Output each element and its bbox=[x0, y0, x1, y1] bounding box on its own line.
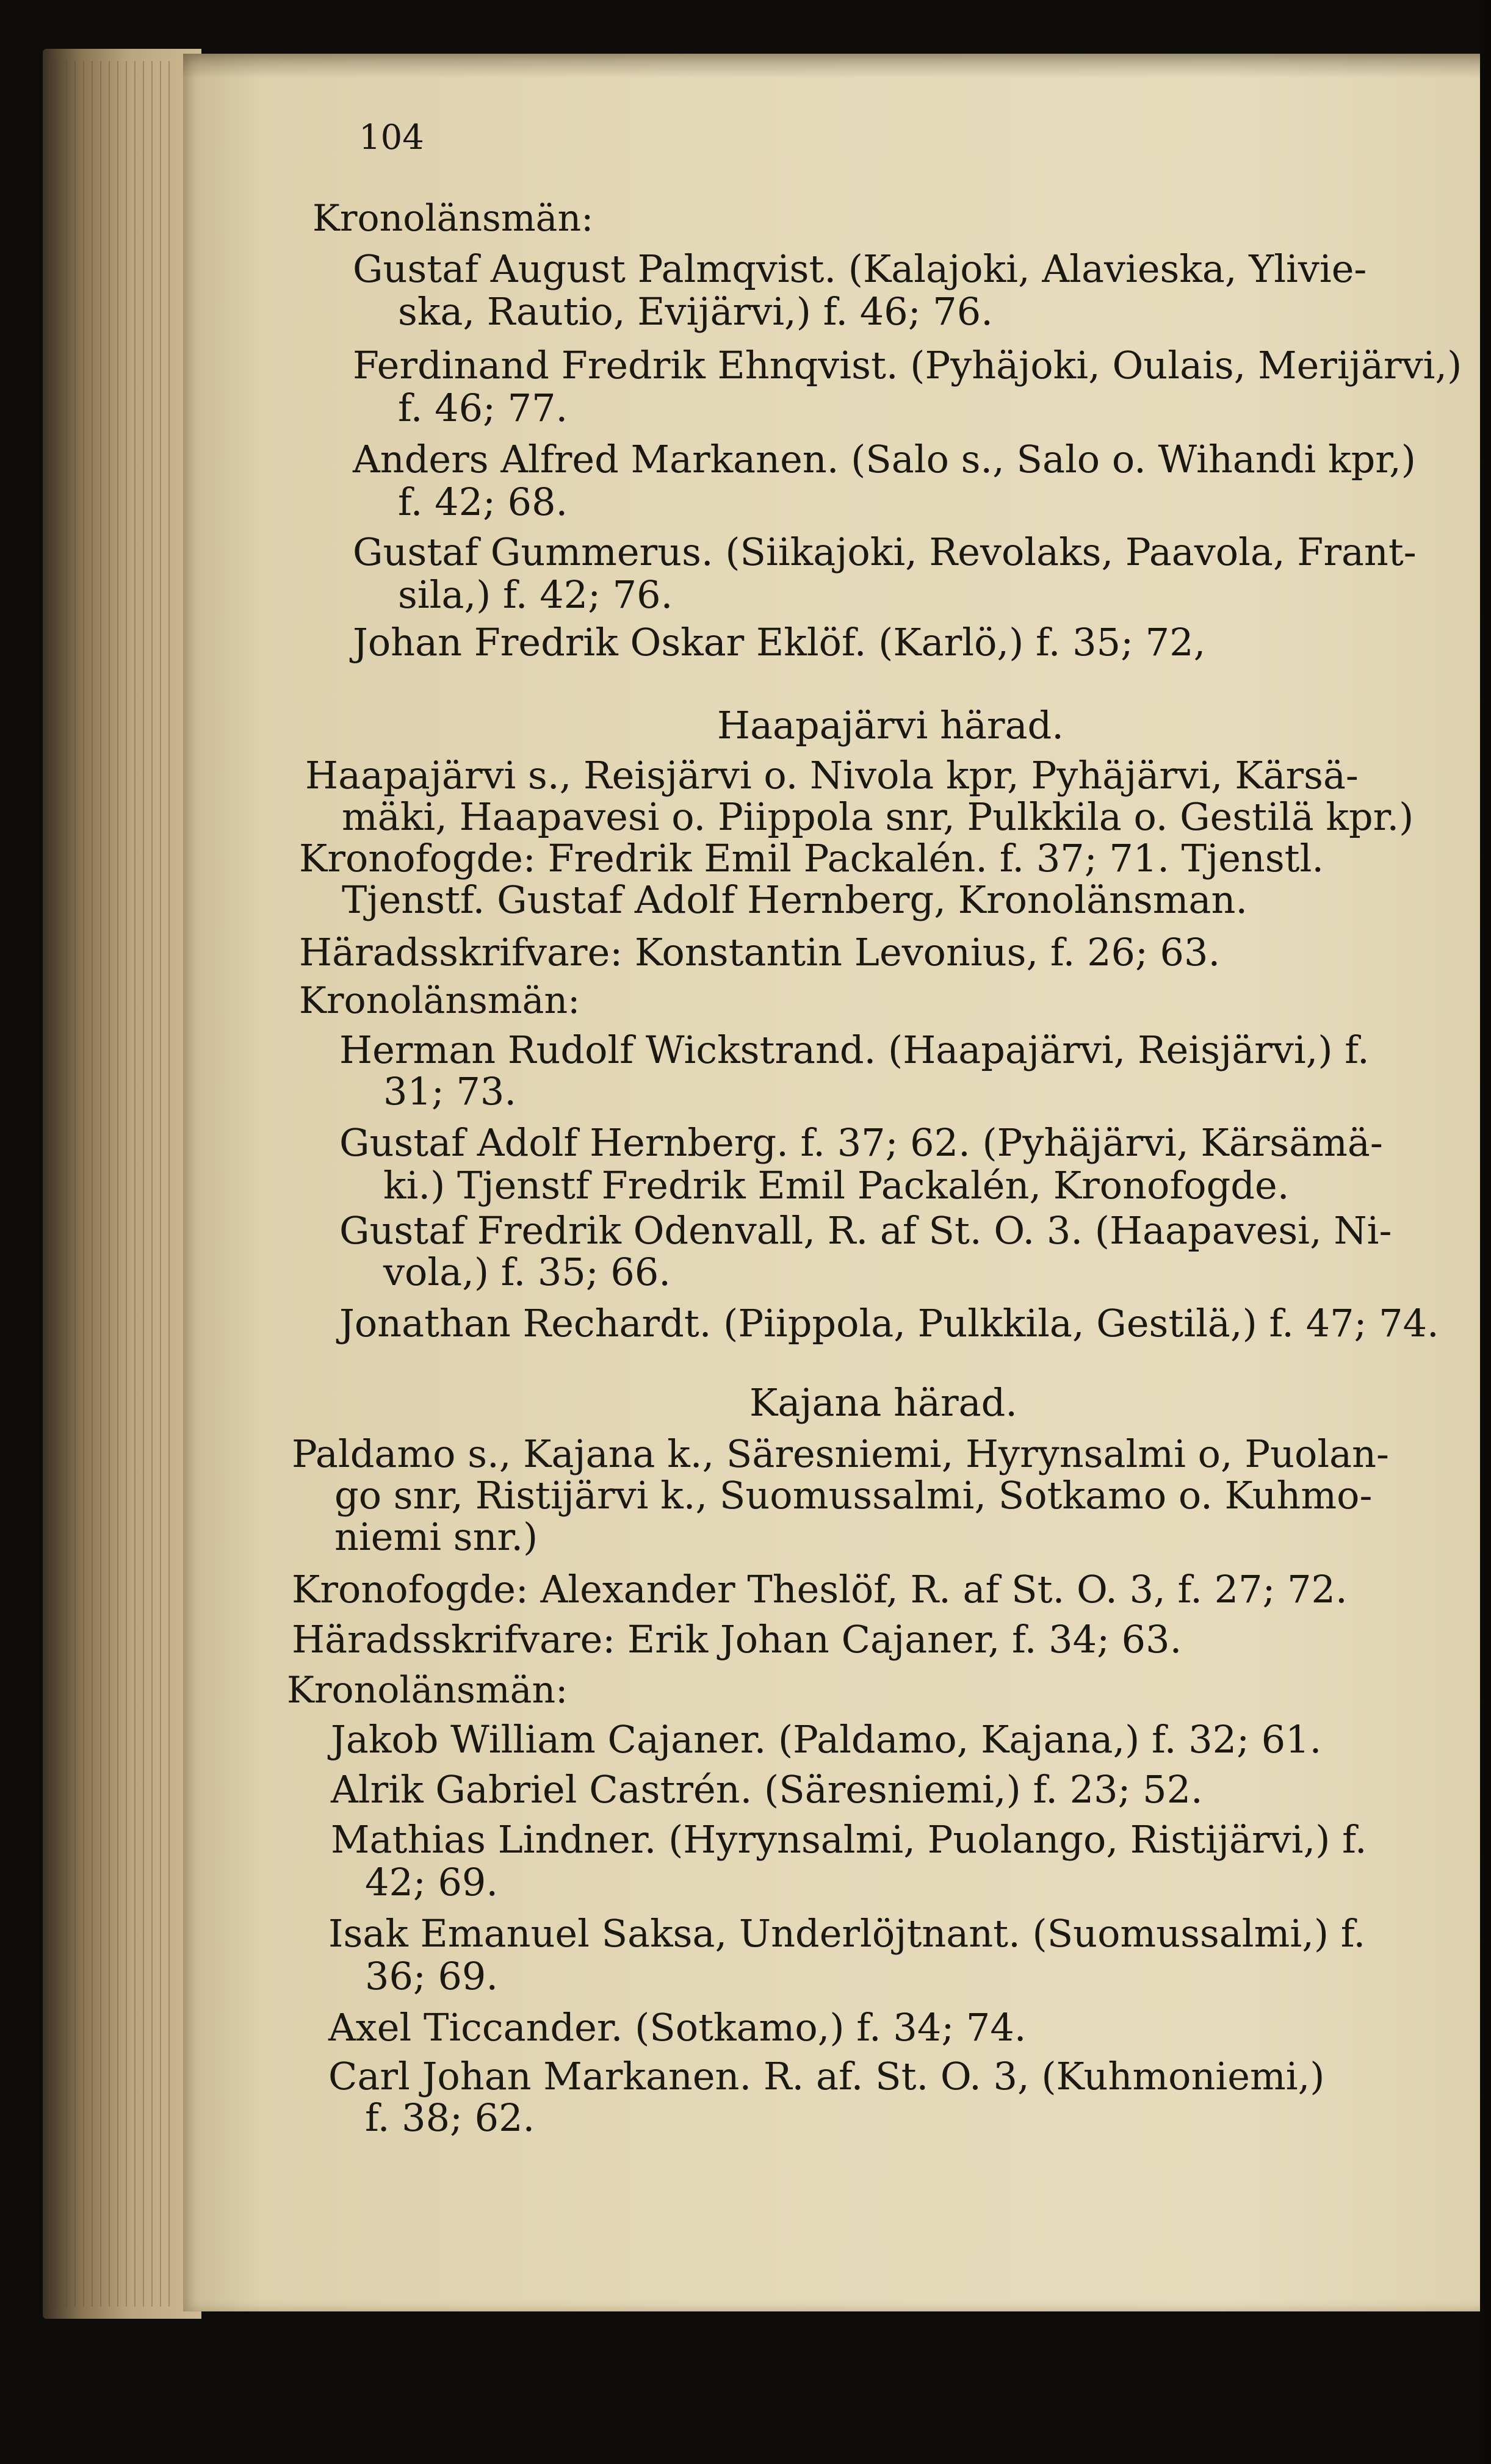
text-line: Alrik Gabriel Castrén. (Säresniemi,) f. 23; 52. bbox=[331, 1767, 1203, 1812]
heading-kronolansman: Kronolänsmän: bbox=[287, 1669, 568, 1712]
text-line: Ferdinand Fredrik Ehnqvist. (Pyhäjoki, Oulais, Merijärvi,) bbox=[353, 343, 1462, 387]
text-line: Anders Alfred Markanen. (Salo s., Salo o. Wihandi kpr,) bbox=[353, 437, 1416, 481]
text-line: 42; 69. bbox=[365, 1860, 499, 1904]
heading-kronolansman: Kronolänsmän: bbox=[312, 197, 594, 240]
text-line: Paldamo s., Kajana k., Säresniemi, Hyrynsalmi o, Puolan- bbox=[292, 1432, 1389, 1476]
text-line: Gustaf Adolf Hernberg. f. 37; 62. (Pyhäjärvi, Kärsämä- bbox=[339, 1120, 1383, 1165]
page-number: 104 bbox=[359, 118, 424, 157]
text-line: 36; 69. bbox=[365, 1954, 499, 1998]
text-line: Tjenstf. Gustaf Adolf Hernberg, Kronolänsman. bbox=[342, 877, 1248, 922]
text-line: mäki, Haapavesi o. Piippola snr, Pulkkila o. Gestilä kpr.) bbox=[342, 794, 1414, 839]
text-line: niemi snr.) bbox=[334, 1515, 538, 1559]
text-line: Kronofogde: Fredrik Emil Packalén. f. 37; 71. Tjenstl. bbox=[299, 836, 1324, 881]
text-line: Johan Fredrik Oskar Eklöf. (Karlö,) f. 35; 72, bbox=[353, 620, 1206, 665]
text-line: Gustaf Gummerus. (Siikajoki, Revolaks, Paavola, Frant- bbox=[353, 530, 1417, 574]
text-line: vola,) f. 35; 66. bbox=[383, 1250, 671, 1294]
book-page-edge-lines bbox=[49, 61, 171, 2307]
page-top-shadow bbox=[183, 54, 1486, 78]
text-line: Jonathan Rechardt. (Piippola, Pulkkila, Gestilä,) f. 47; 74. bbox=[339, 1301, 1439, 1345]
text-line: Herman Rudolf Wickstrand. (Haapajärvi, Reisjärvi,) f. bbox=[339, 1028, 1370, 1072]
section-title-kajana: Kajana härad. bbox=[749, 1380, 1017, 1425]
text-line: ska, Rautio, Evijärvi,) f. 46; 76. bbox=[398, 289, 993, 334]
text-line: Häradsskrifvare: Konstantin Levonius, f. 26; 63. bbox=[299, 930, 1221, 974]
text-line: ki.) Tjenstf Fredrik Emil Packalén, Kronofogde. bbox=[383, 1163, 1290, 1208]
text-line: Gustaf Fredrik Odenvall, R. af St. O. 3. (Haapavesi, Ni- bbox=[339, 1208, 1392, 1253]
text-line: Carl Johan Markanen. R. af. St. O. 3, (Kuhmoniemi,) bbox=[328, 2054, 1325, 2098]
text-line: Isak Emanuel Saksa, Underlöjtnant. (Suomussalmi,) f. bbox=[328, 1911, 1366, 1956]
text-line: f. 38; 62. bbox=[365, 2095, 535, 2140]
text-line: Kronofogde: Alexander Theslöf, R. af St. O. 3, f. 27; 72. bbox=[292, 1567, 1348, 1612]
text-line: f. 42; 68. bbox=[398, 480, 568, 524]
right-dark-border bbox=[1480, 0, 1491, 2464]
text-line: 31; 73. bbox=[383, 1069, 517, 1114]
text-line: f. 46; 77. bbox=[398, 386, 568, 430]
section-title-haapajarvi: Haapajärvi härad. bbox=[717, 703, 1064, 747]
text-line: go snr, Ristijärvi k., Suomussalmi, Sotkamo o. Kuhmo- bbox=[334, 1473, 1373, 1518]
text-line: Mathias Lindner. (Hyrynsalmi, Puolango, Ristijärvi,) f. bbox=[331, 1817, 1367, 1862]
text-line: Häradsskrifvare: Erik Johan Cajaner, f. 34; 63. bbox=[292, 1617, 1182, 1662]
text-line: Jakob William Cajaner. (Paldamo, Kajana,) f. 32; 61. bbox=[331, 1717, 1322, 1762]
text-line: Axel Ticcander. (Sotkamo,) f. 34; 74. bbox=[328, 2005, 1027, 2050]
text-line: Haapajärvi s., Reisjärvi o. Nivola kpr, Pyhäjärvi, Kärsä- bbox=[305, 753, 1359, 798]
text-line: Gustaf August Palmqvist. (Kalajoki, Alavieska, Ylivie- bbox=[353, 247, 1367, 291]
heading-kronolansman: Kronolänsmän: bbox=[299, 979, 580, 1022]
text-line: sila,) f. 42; 76. bbox=[398, 572, 673, 617]
